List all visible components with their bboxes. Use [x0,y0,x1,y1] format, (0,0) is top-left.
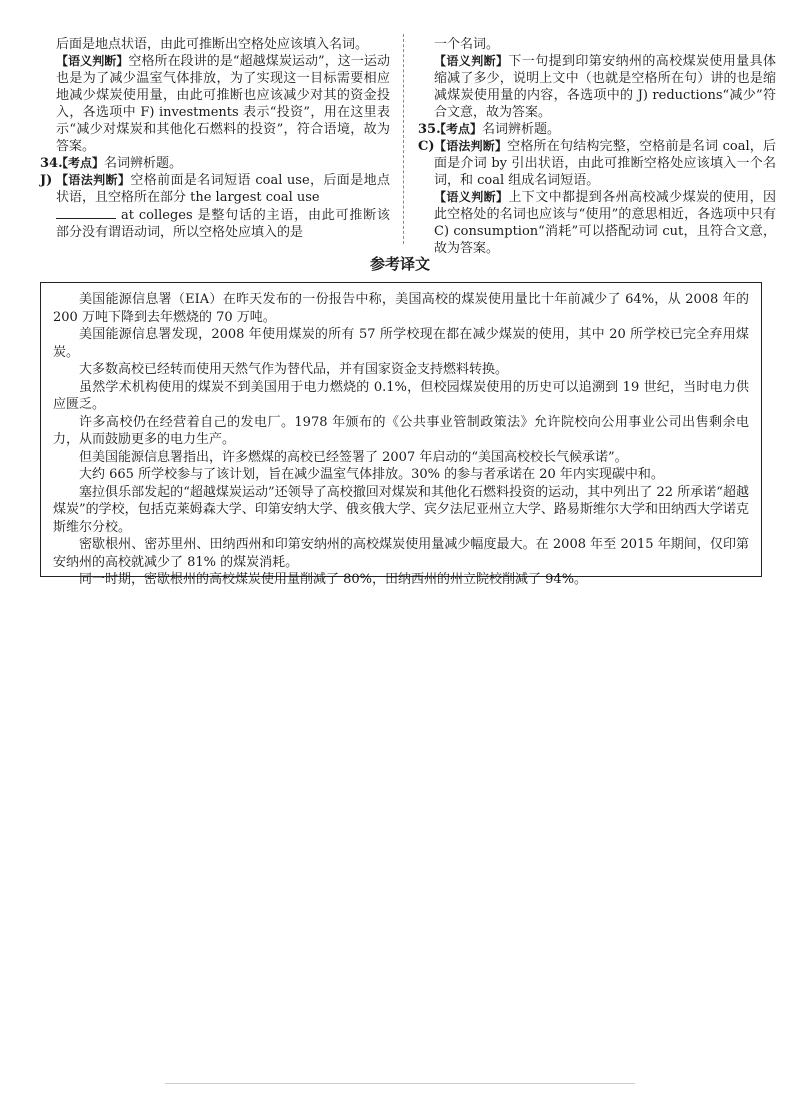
translation-para: 虽然学术机构使用的煤炭不到美国用于电力燃烧的 0.1%，但校园煤炭使用的历史可以追溯到 19 世纪，当时电力供应匮乏。 [53,379,749,412]
question-35-grammar-text: 空格所在句结构完整，空格前是名词 coal，后面是介词 by 引出状语，由此可推断空格处应该填入一个名词，和 coal 组成名词短语。 [434,139,776,188]
semantic-tag: 【语义判断】 [434,190,509,204]
translation-para: 塞拉俱乐部发起的“超越煤炭运动”还领导了高校撤回对煤炭和其他化石燃料投资的运动，其中列出了 22 所承诺“超越煤炭”的学校，包括克莱姆森大学、印第安纳大学、俄亥俄大学、宾夕法尼亚州立大学、路易斯维尔大学和田纳西大学诺克斯维尔分校。 [53,484,749,535]
right-para-2 [418,53,776,121]
semantic-tag: 【语义判断】 [434,54,509,68]
right-para-2-text: 下一句提到印第安纳州的高校煤炭使用量具体缩减了多少，说明上文中（也就是空格所在句）讲的也是缩减煤炭使用量的内容，各选项中的 J) reductions“减少”符合文意，故为答案。 [434,54,776,120]
grammar-tag: 【语法判断】 [56,173,131,187]
translation-para: 美国能源信息署（EIA）在昨天发布的一份报告中称，美国高校的煤炭使用量比十年前减少了 64%，从 2008 年的 200 万吨下降到去年燃烧的 70 万吨。 [53,292,749,325]
kaodian-tag: 【考点】 [56,156,105,170]
left-para-1: 后面是地点状语，由此可推断出空格处应该填入名词。 [56,37,369,52]
grammar-tag: 【语法判断】 [434,139,508,153]
question-34-type: 名词辨析题。 [104,156,183,171]
question-34-text-a: 空格前面是名词短语 coal use，后面是地点状语，且空格所在部分 the largest coal use [56,173,390,205]
question-35-semantic [434,189,776,257]
question-34-body [40,172,390,241]
translation-para: 大多数高校已经转而使用天然气作为替代品，并有国家资金支持燃料转换。 [79,362,509,377]
answer-blank [56,206,116,219]
left-para-2 [40,53,390,155]
translation-para: 美国能源信息署发现，2008 年使用煤炭的所有 57 所学校现在都在减少煤炭的使用，其中 20 所学校已完全弃用煤炭。 [53,327,749,360]
left-para-2-text: 空格所在段讲的是“超越煤炭运动”，这一运动也是为了减少温室气体排放，为了实现这一目标需要相应地减少煤炭使用量，由此可推断也应该减少对其的资金投入，各选项中 F) investments 表示“投资”，用在这里表示“减少对煤炭和其他化石燃料的投资”，符合语境，故为答案。 [56,54,390,154]
left-column [40,36,390,241]
section-title: 参考译文 [369,255,430,273]
right-para-1: 一个名词。 [434,37,500,52]
question-35-body [418,138,776,257]
translation-para: 大约 665 所学校参与了该计划，旨在减少温室气体排放。30% 的参与者承诺在 20 年内实现碳中和。 [79,467,664,482]
right-column [418,36,776,257]
question-35-number: 35. [418,122,441,137]
question-34-number: 34. [40,156,63,171]
translation-para: 同一时期，密歇根州的高校煤炭使用量削减了 80%，田纳西州的州立院校削减了 94%。 [79,572,588,587]
question-35-grammar [434,138,776,189]
question-34-text-b: at colleges 是整句话的主语，由此可推断该部分没有谓语动词，所以空格处应填入的是 [56,208,390,240]
question-35-type: 名词辨析题。 [482,122,561,137]
column-divider [403,34,404,244]
translation-box [40,282,762,587]
question-34-header [40,155,390,172]
translation-para: 但美国能源信息署指出，许多燃煤的高校已经签署了 2007 年启动的“美国高校校长气候承诺”。 [79,449,628,465]
translation-para: 许多高校仍在经营着自己的发电厂。1978 年颁布的《公共事业管制政策法》允许院校向公用事业公司出售剩余电力，从而鼓励更多的电力生产。 [53,414,749,447]
kaodian-tag: 【考点】 [434,122,483,136]
footer-rule [165,1083,635,1084]
translation-para: 密歇根州、密苏里州、田纳西州和印第安纳州的高校煤炭使用量减少幅度最大。在 2008 年至 2015 年期间，仅印第安纳州的高校就减少了 81% 的煤炭消耗。 [53,537,749,570]
question-35-semantic-text: 上下文中都提到各州高校减少煤炭的使用，因此空格处的名词也应该与“使用”的意思相近，各选项中只有 C) consumption“消耗”可以搭配动词 cut，且符合文意，故为答案。 [434,190,776,256]
question-34-answer: J) [40,173,53,188]
question-35-header [418,121,776,138]
semantic-tag: 【语义判断】 [56,54,129,68]
question-35-answer: C) [418,139,435,154]
